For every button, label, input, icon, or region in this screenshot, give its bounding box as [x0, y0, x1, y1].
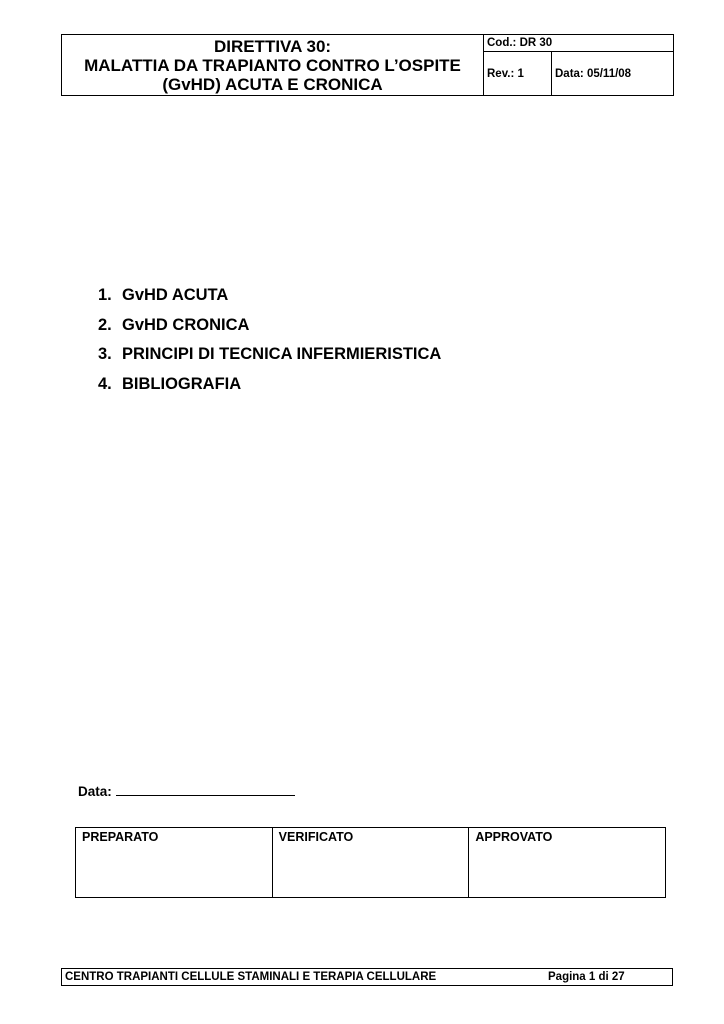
toc-item-label: BIBLIOGRAFIA [122, 374, 242, 393]
table-of-contents [98, 283, 441, 401]
title-line-1: DIRETTIVA 30: [213, 36, 332, 56]
toc-item-number: 3. [98, 345, 112, 363]
date-field [78, 782, 295, 799]
toc-item-label: GvHD CRONICA [122, 315, 250, 334]
toc-item-number: 1. [98, 286, 112, 304]
document-header [61, 34, 674, 96]
title-line-2: MALATTIA DA TRAPIANTO CONTRO L’OSPITE [84, 55, 461, 75]
footer-page-number: Pagina 1 di 27 [548, 971, 625, 983]
approved-cell: APPROVATO [469, 828, 666, 898]
document-title [62, 35, 484, 96]
toc-item [98, 342, 441, 372]
document-code: Cod.: DR 30 [484, 35, 674, 52]
toc-item [98, 283, 441, 313]
signature-table [75, 827, 666, 898]
toc-item [98, 313, 441, 343]
toc-item-label: GvHD ACUTA [122, 286, 229, 304]
footer-organization: CENTRO TRAPIANTI CELLULE STAMINALI E TERAPIA CELLULARE [65, 971, 437, 983]
document-revision: Rev.: 1 [484, 52, 552, 96]
prepared-cell: PREPARATO [76, 828, 273, 898]
toc-item-number: 4. [98, 374, 112, 393]
document-date: Data: 05/11/08 [552, 52, 674, 96]
page-footer [61, 968, 673, 986]
toc-item [98, 372, 441, 402]
verified-cell: VERIFICATO [272, 828, 469, 898]
title-line-3: (GvHD) ACUTA E CRONICA [162, 74, 383, 94]
date-field-label: Data: [78, 784, 112, 799]
date-field-blank[interactable] [116, 782, 295, 796]
toc-item-number: 2. [98, 315, 112, 334]
toc-item-label: PRINCIPI DI TECNICA INFERMIERISTICA [122, 345, 442, 363]
